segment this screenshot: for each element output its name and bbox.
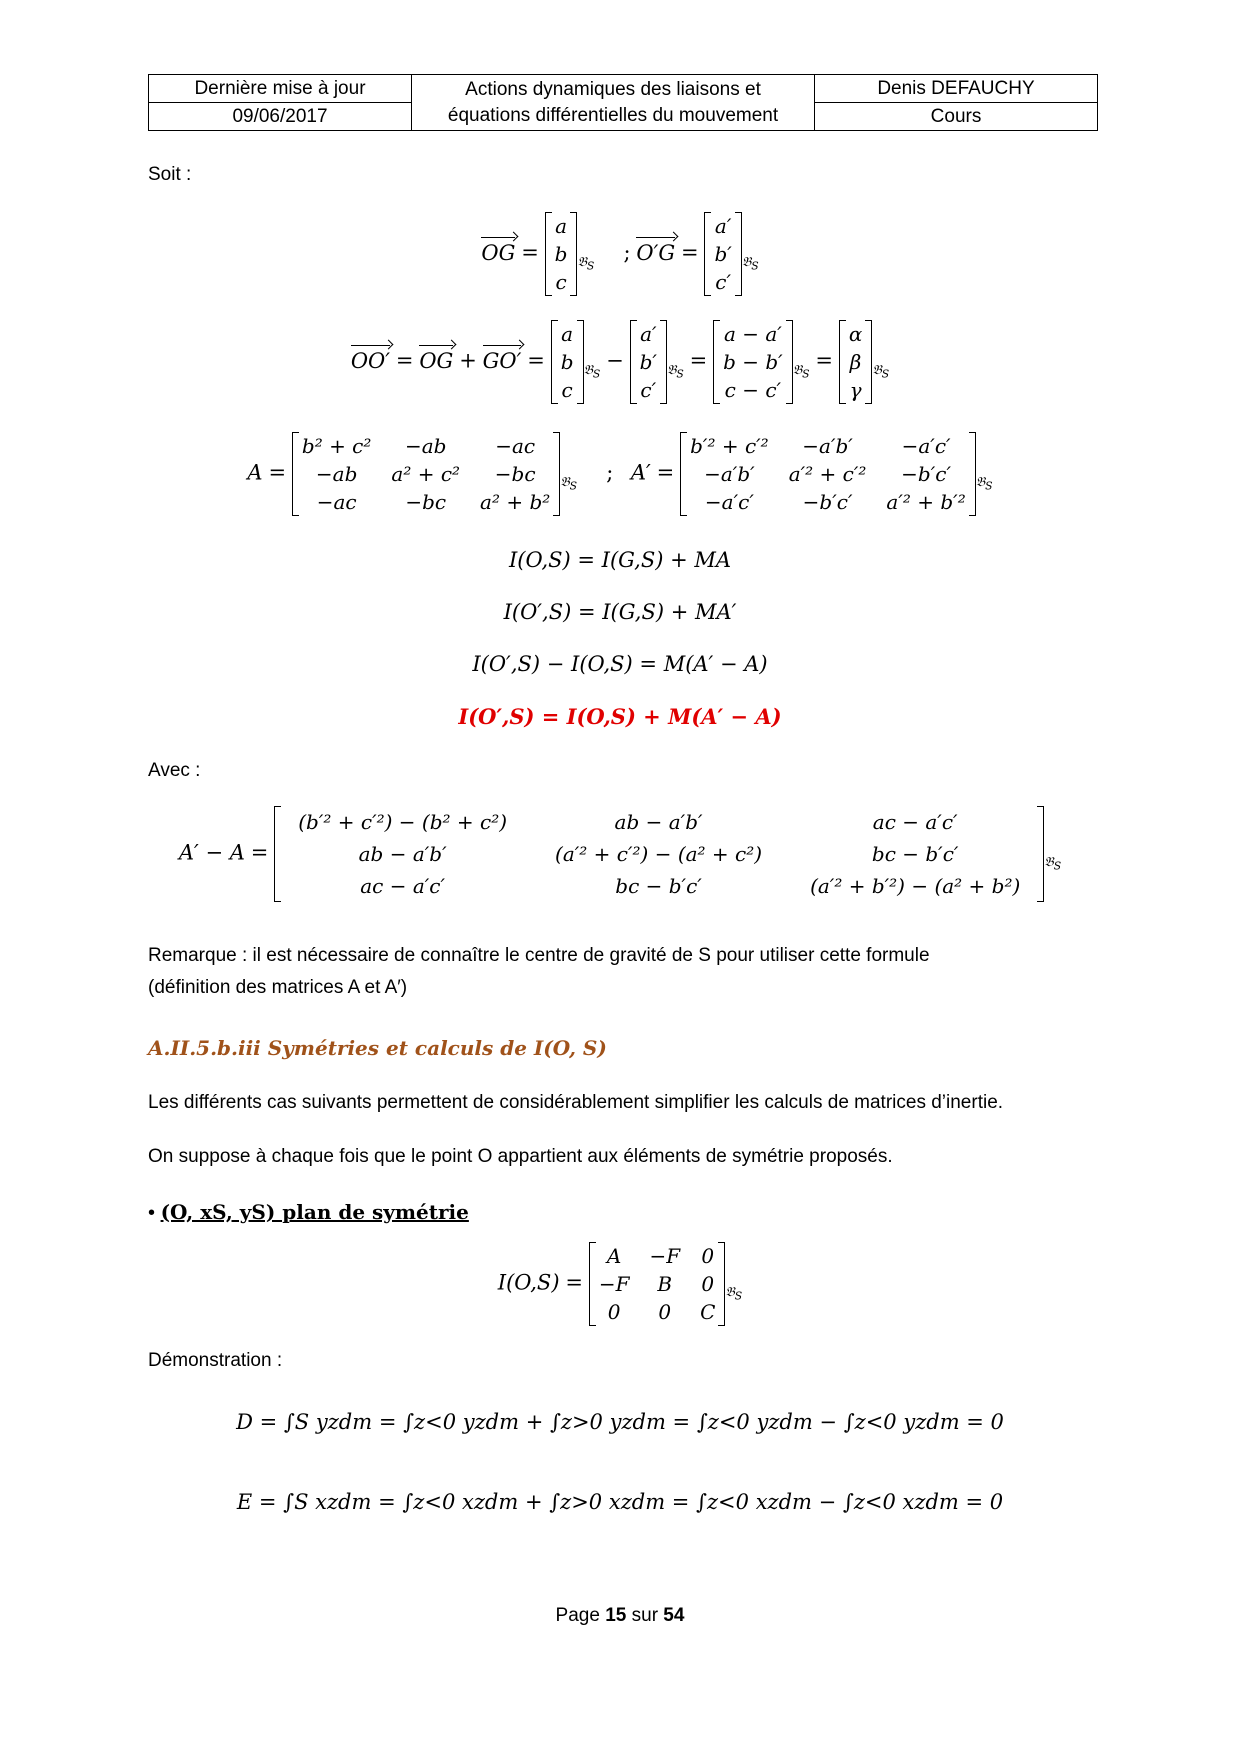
eq-a-matrices: A = b² + c² −ab −ac −ab a² + c² −bc −ac −bc a² + b² $_{𝔅_S}$ ; A′ = b′² + c′² −a′b′ −a′c′ −a′b′ a′² + c′² −b′c′ −a′c′ −b′c′ a′² + b′² $_{𝔅_S}$ (247, 434, 993, 514)
eq-huygens-2: I(O′,S) = I(G,S) + MA′ (503, 600, 737, 624)
demo-label: Démonstration : (148, 1350, 283, 1371)
eq-d: D = ∫S yzdm = ∫z<0 yzdm + ∫z>0 yzdm = ∫z<0 yzdm − ∫z<0 yzdm = 0 (236, 1410, 1004, 1434)
paragraph-2: On suppose à chaque fois que le point O appartient aux éléments de symétrie proposés. (148, 1146, 893, 1167)
page-footer: Page 15 sur 54 (555, 1605, 685, 1626)
eq-a-diff: A′ − A = (b′² + c′²) − (b² + c²) ab − a′b′ ac − a′c′ ab − a′b′ (a′² + c′²) − (a² + c²) bc − b′c′ ac − a′c′ bc − b′c′ (a′² + b′²) − (a² + b²) $_{𝔅_S}$ (0, 806, 1240, 902)
eq-e: E = ∫S xzdm = ∫z<0 xzdm + ∫z>0 xzdm = ∫z<0 xzdm − ∫z<0 xzdm = 0 (236, 1490, 1004, 1514)
header-author: Denis DEFAUCHY (815, 75, 1098, 103)
header-table (148, 74, 1098, 131)
bullet-icon: • (148, 1202, 156, 1224)
eq-og-vectors: OG = a b c $_{𝔅_S}$ ; O′G = a′ b′ c′ $_{𝔅_S}$ (481, 214, 759, 294)
header-date-label: Dernière mise à jour (149, 75, 412, 103)
eq-oo-prime: OO′ = OG + GO′ = a b c $_{𝔅_S}$ − a′ b′ c′ $_{𝔅_S}$ = a − a′ b − b′ c − c′ $_{𝔅_S}$ = α β γ $_{𝔅_S}$ (350, 322, 890, 402)
eq-huygens-1: I(O,S) = I(G,S) + MA (508, 548, 732, 572)
header-title: Actions dynamiques des liaisons et équations différentielles du mouvement (412, 75, 815, 131)
page-total: 54 (663, 1605, 685, 1626)
eq-inertia-plane: I(O,S) = A −F 0 −F B 0 0 0 C $_{𝔅_S}$ (497, 1244, 743, 1324)
remark-line-2: (définition des matrices A et A′) (148, 977, 408, 998)
eq-huygens-result: I(O′,S) = I(O,S) + M(A′ − A) (458, 704, 782, 729)
eq-huygens-3: I(O′,S) − I(O,S) = M(A′ − A) (472, 652, 768, 676)
header-type: Cours (815, 103, 1098, 131)
bullet-plane (148, 1200, 469, 1225)
remark-line-1: Remarque : il est nécessaire de connaître le centre de gravité de S pour utiliser cette formule (148, 945, 930, 966)
avec-label: Avec : (148, 760, 201, 781)
soit-label: Soit : (148, 164, 192, 185)
section-title: A.II.5.b.iii Symétries et calculs de I(O, S) (148, 1036, 607, 1060)
page-number: 15 (605, 1605, 627, 1626)
header-date: 09/06/2017 (149, 103, 412, 131)
paragraph-1: Les différents cas suivants permettent de considérablement simplifier les calculs de matrices d’inertie. (148, 1092, 1004, 1113)
bullet-title: (O, xS, yS) plan de symétrie (160, 1200, 469, 1224)
